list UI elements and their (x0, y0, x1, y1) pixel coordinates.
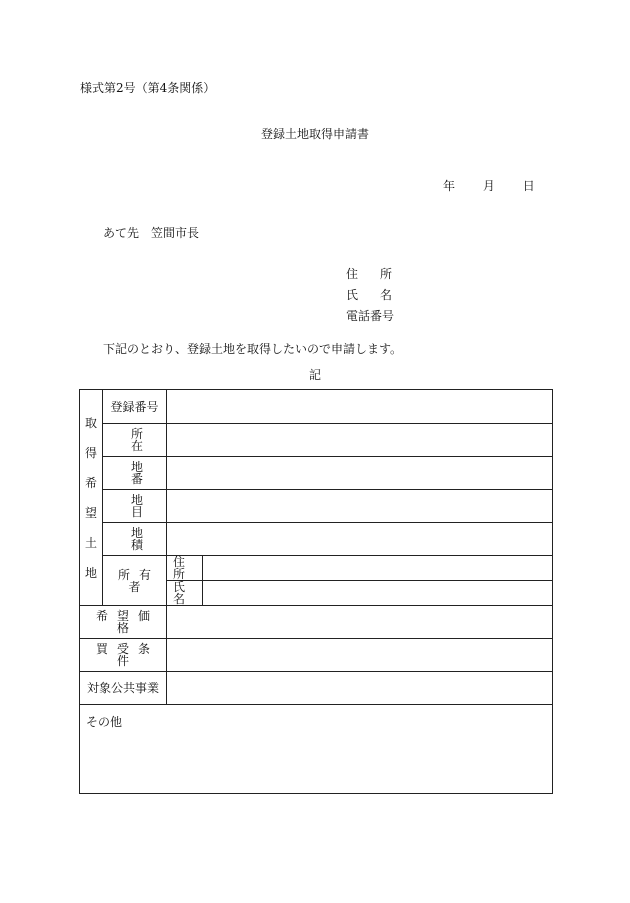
target-project-label: 対象公共事業 (80, 672, 167, 705)
owner-name-label: 氏名 (167, 581, 203, 606)
area-label: 地積 (103, 523, 167, 556)
land-category-field[interactable] (167, 490, 553, 523)
target-project-field[interactable] (167, 672, 553, 705)
location-field[interactable] (167, 424, 553, 457)
applicant-name-label: 氏名 (346, 288, 415, 302)
date-day: 日 (522, 179, 535, 193)
ki-heading: 記 (308, 368, 321, 382)
other-field[interactable] (80, 705, 553, 794)
applicant-address-label: 住所 (346, 267, 415, 281)
date-row (443, 180, 535, 192)
group-label-land: 取 得 希 望 土 地 (80, 390, 103, 606)
lot-number-field[interactable] (167, 457, 553, 490)
date-month: 月 (482, 179, 495, 193)
applicant-phone-label: 電話番号 (346, 309, 395, 323)
purchase-terms-label: 買受条件 (80, 639, 167, 672)
purchase-terms-field[interactable] (167, 639, 553, 672)
document-title: 登録土地取得申請書 (260, 127, 369, 141)
applicant-block (346, 268, 414, 331)
reg-number-field[interactable] (167, 390, 553, 424)
intro-text: 下記のとおり、登録土地を取得したいので申請します。 (103, 342, 403, 356)
desired-price-field[interactable] (167, 606, 553, 639)
owner-address-label: 住所 (167, 556, 203, 581)
desired-price-label: 希望価格 (80, 606, 167, 639)
form-number: 様式第2号（第4条関係） (80, 81, 216, 95)
owner-name-field[interactable] (203, 581, 553, 606)
application-table (79, 389, 553, 794)
other-label: その他 (86, 715, 123, 729)
date-year: 年 (443, 179, 456, 193)
location-label: 所在 (103, 424, 167, 457)
land-category-label: 地目 (103, 490, 167, 523)
area-field[interactable] (167, 523, 553, 556)
lot-number-label: 地番 (103, 457, 167, 490)
addressee-name: 笠間市長 (151, 226, 200, 240)
addressee (103, 227, 199, 239)
reg-number-label: 登録番号 (103, 390, 167, 424)
owner-address-field[interactable] (203, 556, 553, 581)
owner-label: 所有者 (103, 556, 167, 606)
addressee-prefix: あて先 (103, 226, 140, 240)
